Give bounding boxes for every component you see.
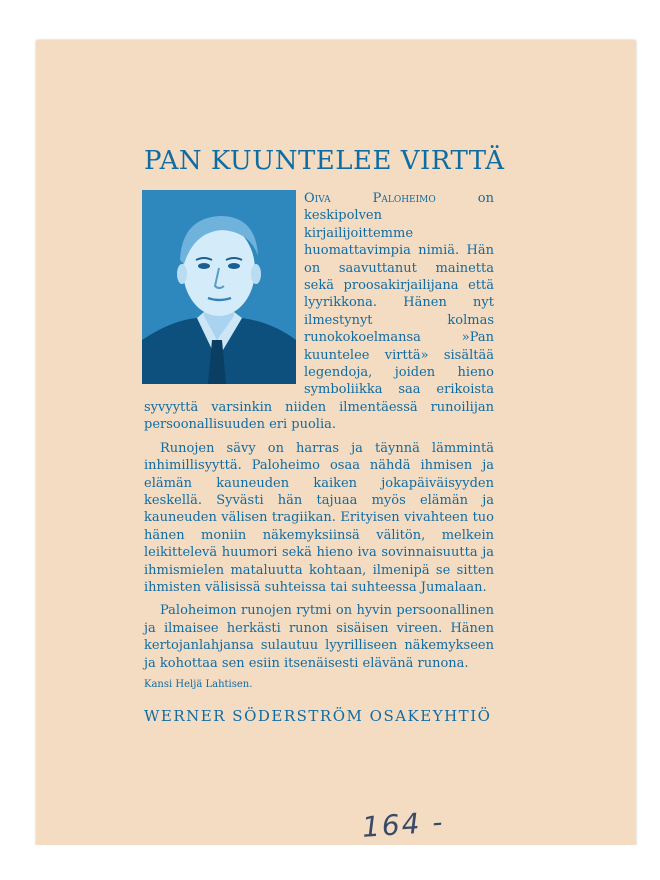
paragraph-1-text: on keskipolven kirjailijoittemme huomattavimpia nimiä. Hän on saavuttanut mainetta sekä proosakirjailijana että lyyrikkona. Hänen nyt ilmestynyt kolmas runokokoelmansa »Pan kuuntelee virttä» sisältää legendoja, joiden hieno symboliikka saa erikoista syvyyttä varsinkin niiden ilmentäessä runoilijan persoonallisuuden eri puolia. [144, 191, 494, 433]
cover-credit: Kansi Heljä Lahtisen. [144, 679, 253, 690]
publisher-name: WERNER SÖDERSTRÖM OSAKEYHTIÖ [144, 707, 492, 725]
book-title: PAN KUUNTELEE VIRTTÄ [144, 146, 505, 176]
description-text [144, 190, 494, 678]
handwritten-price: 164 - [360, 805, 446, 844]
author-name: Oiva Paloheimo [304, 191, 436, 206]
paragraph-2: Runojen sävy on harras ja täynnä lämmintä inhimillisyyttä. Paloheimo osaa nähdä ihmisen ja elämän kauneuden kaiken jokapäiväisyyden keskellä. Syvästi hän tajuaa myös elämän ja kauneuden välisen tragiikan. Erityisen vivahteen tuo hänen moniin näkemyksiinsä välitön, melkein leikittelevä huumori sekä hieno iva sovinnaisuutta ja ihmismielen mataluutta kohtaan, ilmenipä se sitten ihmisten välisissä suhteissa tai suhteessa Jumalaan. [144, 440, 494, 595]
paragraph-3: Paloheimon runojen rytmi on hyvin persoonallinen ja ilmaisee herkästi runon sisäisen vireen. Hänen kertojanlahjansa sulautuu lyyrilliseen näkemykseen ja kohottaa sen esiin itsenäisesti elävänä runona. [144, 603, 494, 671]
portrait-spacer [144, 190, 304, 386]
table-background [0, 845, 660, 880]
